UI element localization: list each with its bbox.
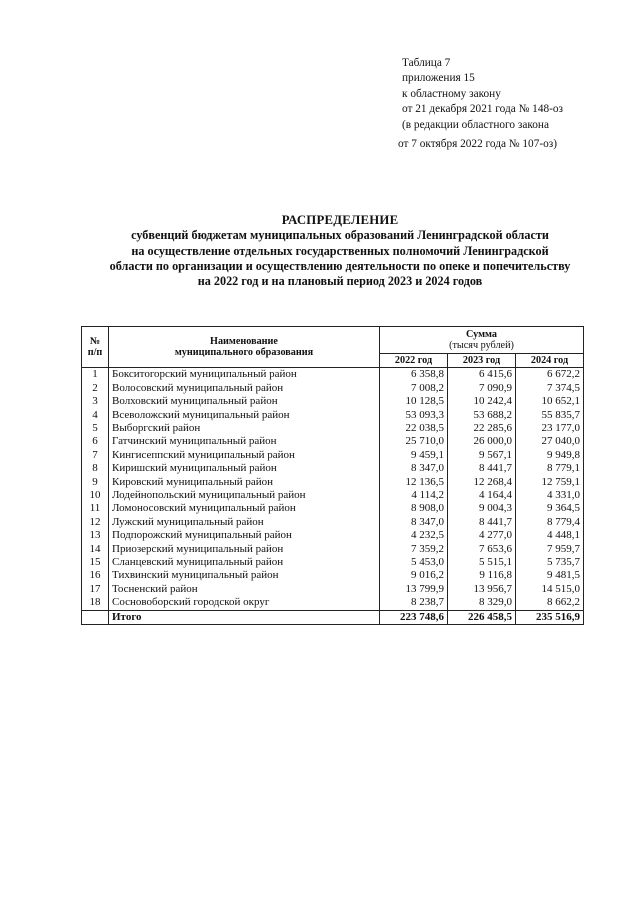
row-municipality: Сосновоборский городской округ	[109, 596, 380, 610]
table-body	[82, 368, 584, 610]
total-2023: 226 458,5	[448, 610, 516, 624]
header-num-1: №	[89, 335, 101, 347]
row-number: 16	[82, 569, 109, 582]
row-value-2024: 7 959,7	[516, 543, 584, 556]
header-sum-2: (тысяч рублей)	[449, 340, 514, 351]
row-value-2024: 12 759,1	[516, 476, 584, 489]
row-municipality: Кировский муниципальный район	[109, 476, 380, 489]
title-main: РАСПРЕДЕЛЕНИЕ	[281, 213, 399, 227]
document-title	[40, 213, 640, 289]
row-number: 5	[82, 422, 109, 435]
total-row	[82, 610, 584, 624]
header-line: приложения 15	[402, 72, 475, 85]
appendix-header	[398, 56, 632, 152]
row-value-2023: 12 268,4	[448, 476, 516, 489]
total-num-cell	[82, 610, 109, 624]
row-value-2022: 4 232,5	[380, 529, 448, 542]
row-value-2023: 13 956,7	[448, 583, 516, 596]
row-value-2022: 9 459,1	[380, 449, 448, 462]
row-value-2022: 25 710,0	[380, 435, 448, 448]
header-line: (в редакции областного закона	[402, 118, 549, 131]
row-number: 9	[82, 476, 109, 489]
table-row	[82, 556, 584, 569]
row-municipality: Киришский муниципальный район	[109, 462, 380, 475]
row-value-2022: 22 038,5	[380, 422, 448, 435]
total-2024: 235 516,9	[516, 610, 584, 624]
row-value-2022: 4 114,2	[380, 489, 448, 502]
table-row	[82, 569, 584, 582]
row-number: 4	[82, 409, 109, 422]
row-value-2024: 7 374,5	[516, 382, 584, 395]
row-value-2022: 7 008,2	[380, 382, 448, 395]
row-value-2023: 9 567,1	[448, 449, 516, 462]
row-value-2023: 5 515,1	[448, 556, 516, 569]
row-value-2023: 8 441,7	[448, 516, 516, 529]
row-value-2023: 9 116,8	[448, 569, 516, 582]
row-value-2024: 5 735,7	[516, 556, 584, 569]
row-value-2023: 6 415,6	[448, 368, 516, 382]
table-row	[82, 596, 584, 610]
row-municipality: Всеволожский муниципальный район	[109, 409, 380, 422]
row-value-2022: 13 799,9	[380, 583, 448, 596]
row-value-2022: 8 347,0	[380, 516, 448, 529]
table-row	[82, 409, 584, 422]
row-value-2024: 10 652,1	[516, 395, 584, 408]
row-value-2023: 26 000,0	[448, 435, 516, 448]
row-number: 1	[82, 368, 109, 382]
title-line: на 2022 год и на плановый период 2023 и 2024 годов	[197, 274, 483, 289]
table-header	[82, 327, 584, 368]
row-value-2023: 8 329,0	[448, 596, 516, 610]
header-line: Таблица 7	[402, 57, 451, 69]
row-value-2023: 4 164,4	[448, 489, 516, 502]
header-num-cell	[82, 327, 109, 368]
row-value-2024: 4 448,1	[516, 529, 584, 542]
header-year-2022: 2022 год	[380, 354, 448, 368]
title-line: области по организации и осуществлению деятельности по опеке и попечительству	[109, 258, 571, 273]
row-number: 3	[82, 395, 109, 408]
row-value-2024: 8 779,1	[516, 462, 584, 475]
row-municipality: Сланцевский муниципальный район	[109, 556, 380, 569]
table-row	[82, 529, 584, 542]
row-number: 6	[82, 435, 109, 448]
row-value-2024: 14 515,0	[516, 583, 584, 596]
header-name-2: муниципального образования	[174, 347, 314, 359]
row-value-2022: 6 358,8	[380, 368, 448, 382]
header-line: от 21 декабря 2021 года № 148-оз	[402, 103, 563, 116]
table-row	[82, 476, 584, 489]
title-line: субвенций бюджетам муниципальных образований Ленинградской области	[131, 228, 549, 243]
row-number: 14	[82, 543, 109, 556]
row-number: 7	[82, 449, 109, 462]
row-number: 2	[82, 382, 109, 395]
row-value-2022: 53 093,3	[380, 409, 448, 422]
header-sum-cell	[380, 327, 584, 354]
row-value-2023: 53 688,2	[448, 409, 516, 422]
row-number: 17	[82, 583, 109, 596]
row-value-2022: 8 347,0	[380, 462, 448, 475]
row-municipality: Волосовский муниципальный район	[109, 382, 380, 395]
table-row	[82, 382, 584, 395]
row-value-2024: 27 040,0	[516, 435, 584, 448]
row-value-2023: 4 277,0	[448, 529, 516, 542]
header-num-2: п/п	[87, 347, 103, 359]
row-number: 18	[82, 596, 109, 610]
header-line: к областному закону	[402, 87, 501, 100]
row-municipality: Приозерский муниципальный район	[109, 543, 380, 556]
total-label: Итого	[109, 610, 380, 624]
row-value-2023: 10 242,4	[448, 395, 516, 408]
row-value-2023: 22 285,6	[448, 422, 516, 435]
row-value-2023: 7 653,6	[448, 543, 516, 556]
table-row	[82, 516, 584, 529]
row-value-2024: 9 364,5	[516, 502, 584, 515]
row-municipality: Бокситогорский муниципальный район	[109, 368, 380, 382]
total-2022: 223 748,6	[380, 610, 448, 624]
table-row	[82, 435, 584, 448]
distribution-table	[81, 326, 584, 625]
row-value-2022: 12 136,5	[380, 476, 448, 489]
row-municipality: Гатчинский муниципальный район	[109, 435, 380, 448]
row-value-2023: 8 441,7	[448, 462, 516, 475]
row-number: 13	[82, 529, 109, 542]
row-value-2022: 8 908,0	[380, 502, 448, 515]
row-value-2022: 8 238,7	[380, 596, 448, 610]
row-number: 15	[82, 556, 109, 569]
row-value-2024: 8 662,2	[516, 596, 584, 610]
table-row	[82, 489, 584, 502]
row-value-2022: 10 128,5	[380, 395, 448, 408]
table-row	[82, 395, 584, 408]
header-sum-1: Сумма	[466, 328, 497, 340]
row-municipality: Ломоносовский муниципальный район	[109, 502, 380, 515]
header-name-cell	[109, 327, 380, 368]
row-municipality: Выборгский район	[109, 422, 380, 435]
row-value-2024: 8 779,4	[516, 516, 584, 529]
table-row	[82, 368, 584, 382]
row-number: 8	[82, 462, 109, 475]
row-number: 11	[82, 502, 109, 515]
row-value-2022: 9 016,2	[380, 569, 448, 582]
table-row	[82, 583, 584, 596]
table-row	[82, 543, 584, 556]
table-row	[82, 462, 584, 475]
header-line: от 7 октября 2022 года № 107-оз)	[398, 138, 557, 151]
row-value-2023: 9 004,3	[448, 502, 516, 515]
row-value-2024: 4 331,0	[516, 489, 584, 502]
row-municipality: Подпорожский муниципальный район	[109, 529, 380, 542]
row-municipality: Тихвинский муниципальный район	[109, 569, 380, 582]
header-year-2023: 2023 год	[448, 354, 516, 368]
row-municipality: Лодейнопольский муниципальный район	[109, 489, 380, 502]
table-row	[82, 502, 584, 515]
row-value-2024: 9 949,8	[516, 449, 584, 462]
row-value-2024: 23 177,0	[516, 422, 584, 435]
row-value-2024: 55 835,7	[516, 409, 584, 422]
table-footer	[82, 610, 584, 624]
row-value-2024: 6 672,2	[516, 368, 584, 382]
header-year-2024: 2024 год	[516, 354, 584, 368]
row-value-2024: 9 481,5	[516, 569, 584, 582]
row-municipality: Волховский муниципальный район	[109, 395, 380, 408]
row-number: 10	[82, 489, 109, 502]
row-municipality: Кингисеппский муниципальный район	[109, 449, 380, 462]
row-number: 12	[82, 516, 109, 529]
header-name-1: Наименование	[210, 335, 278, 347]
table-row	[82, 422, 584, 435]
row-municipality: Тосненский район	[109, 583, 380, 596]
row-value-2022: 5 453,0	[380, 556, 448, 569]
table-row	[82, 449, 584, 462]
title-line: на осуществление отдельных государственных полномочий Ленинградской	[131, 243, 549, 258]
row-value-2022: 7 359,2	[380, 543, 448, 556]
row-municipality: Лужский муниципальный район	[109, 516, 380, 529]
row-value-2023: 7 090,9	[448, 382, 516, 395]
